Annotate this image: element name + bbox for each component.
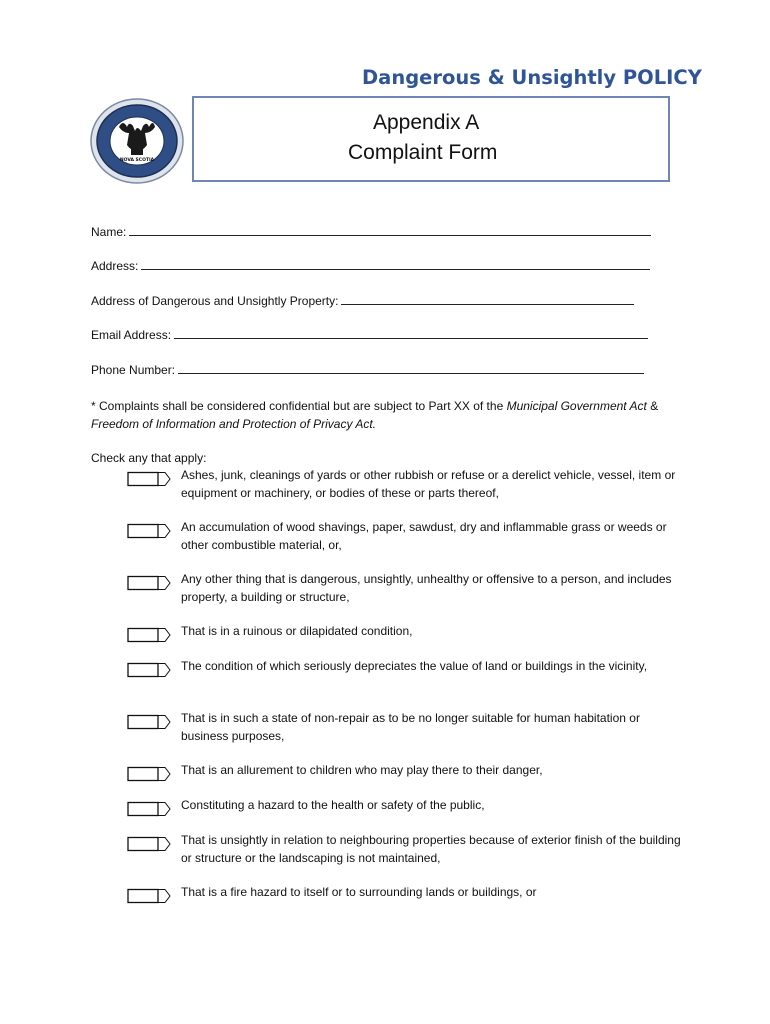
checklist-item — [127, 710, 687, 750]
checklist-item-text: That is in a ruinous or dilapidated condition, — [181, 624, 413, 638]
checklist-item — [127, 519, 687, 559]
checkbox[interactable] — [127, 662, 171, 678]
town-seal-logo — [89, 97, 185, 185]
checklist-item — [127, 467, 687, 507]
phone-field[interactable] — [91, 363, 644, 377]
email-field-line[interactable] — [174, 328, 648, 339]
checkbox[interactable] — [127, 627, 171, 643]
checkbox[interactable] — [127, 714, 171, 730]
property-address-field[interactable] — [91, 294, 634, 308]
appendix-label: Appendix A — [373, 111, 480, 134]
address-field-line[interactable] — [141, 259, 650, 270]
confidentiality-note: * Complaints shall be considered confidential but are subject to Part XX of the Municipal Government Act & Freedom of Information and Protection of Privacy Act. — [91, 399, 659, 431]
checklist-header: Check any that apply: — [91, 451, 207, 465]
checkbox[interactable] — [127, 575, 171, 591]
checklist-item — [127, 658, 687, 698]
phone-field-label: Phone Number: — [91, 363, 176, 377]
checklist-item-text: An accumulation of wood shavings, paper, sawdust, dry and inflammable grass or weeds or other combustible material, or, — [181, 520, 667, 552]
checklist-item — [127, 762, 687, 802]
checklist-item — [127, 623, 687, 663]
title-box — [192, 96, 670, 182]
checklist-item — [127, 832, 687, 872]
phone-field-line[interactable] — [178, 363, 644, 374]
checklist-item-text: The condition of which seriously depreciates the value of land or buildings in the vicinity, — [181, 659, 648, 673]
checklist-item — [127, 884, 687, 924]
address-field[interactable] — [91, 259, 650, 273]
policy-title: Dangerous & Unsightly POLICY — [362, 66, 702, 89]
checklist-item-text: That is an allurement to children who may play there to their danger, — [181, 763, 543, 777]
checkbox[interactable] — [127, 766, 171, 782]
property-address-field-line[interactable] — [341, 294, 634, 305]
name-field[interactable] — [91, 225, 651, 239]
checklist-item-text: Constituting a hazard to the health or safety of the public, — [181, 798, 485, 812]
checkbox[interactable] — [127, 471, 171, 487]
svg-text:NOVA SCOTIA: NOVA SCOTIA — [119, 158, 155, 163]
email-field-label: Email Address: — [91, 328, 172, 342]
checklist-item — [127, 571, 687, 611]
checkbox[interactable] — [127, 836, 171, 852]
checkbox[interactable] — [127, 888, 171, 904]
checklist-item-text: That is a fire hazard to itself or to surrounding lands or buildings, or — [181, 885, 537, 899]
checkbox[interactable] — [127, 523, 171, 539]
name-field-label: Name: — [91, 225, 127, 239]
email-field[interactable] — [91, 328, 648, 342]
checklist-item-text: That is unsightly in relation to neighbouring properties because of exterior finish of the building or structure or the landscaping is not maintained, — [181, 833, 681, 865]
form-title: Complaint Form — [348, 141, 498, 164]
checkbox[interactable] — [127, 801, 171, 817]
checklist-item-text: That is in such a state of non-repair as to be no longer suitable for human habitation or business purposes, — [181, 711, 640, 743]
address-field-label: Address: — [91, 259, 139, 273]
name-field-line[interactable] — [129, 225, 651, 236]
checklist-item — [127, 797, 687, 837]
checklist-item-text: Ashes, junk, cleanings of yards or other rubbish or refuse or a derelict vehicle, vessel, item or equipment or machinery, or bodies of these or parts thereof, — [181, 468, 676, 500]
checklist-item-text: Any other thing that is dangerous, unsightly, unhealthy or offensive to a person, and includes property, a building or structure, — [181, 572, 672, 604]
property-address-field-label: Address of Dangerous and Unsightly Property: — [91, 294, 339, 308]
